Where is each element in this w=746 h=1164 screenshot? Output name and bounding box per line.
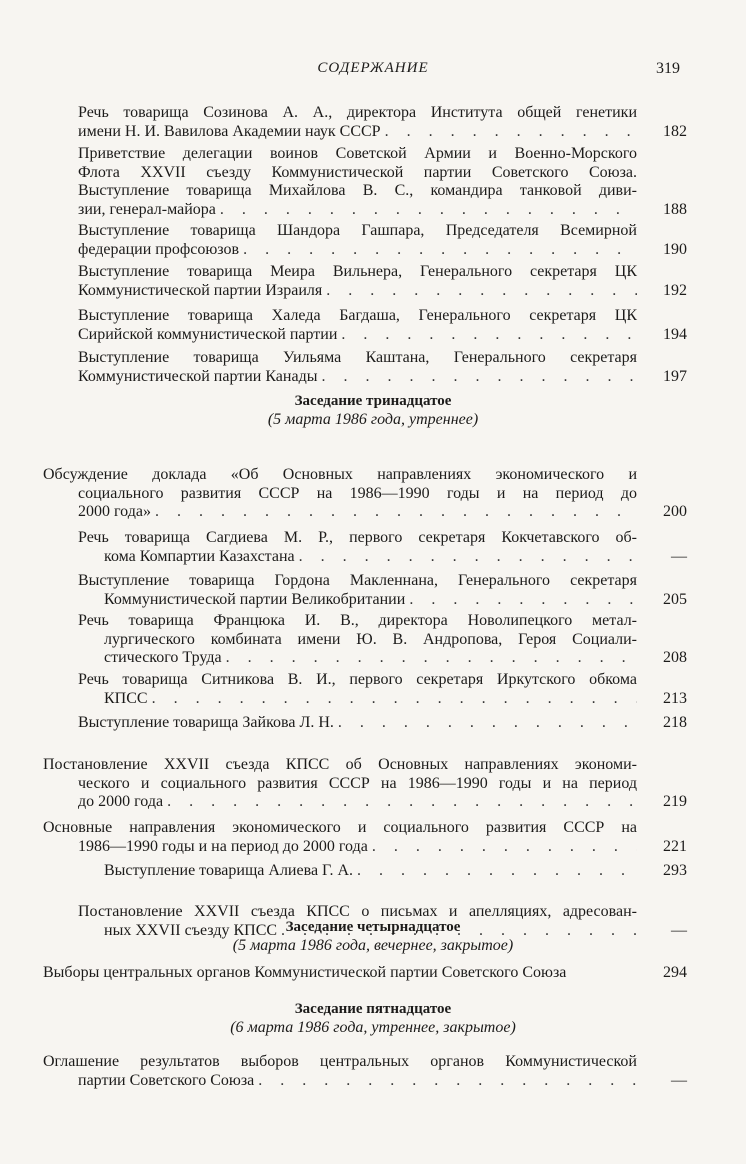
toc-entry-line: партии Советского Союза xyxy=(78,1071,255,1089)
toc-page-number: 194 xyxy=(663,325,687,343)
toc-entry-line: КПСС xyxy=(104,689,148,707)
toc-entry-line: лургического комбината имени Ю. В. Андропова, Героя Социали- xyxy=(104,630,637,648)
toc-entry-line: Коммунистической партии Великобритании xyxy=(104,590,406,608)
toc-entry-last-line xyxy=(104,649,687,668)
dot-leader xyxy=(226,649,637,668)
section-subtitle: (5 марта 1986 года, утреннее) xyxy=(267,410,479,428)
toc-page-number: 197 xyxy=(663,367,687,385)
section-heading-15 xyxy=(0,1000,746,1037)
toc-entry-line: Выступление товарища Меира Вильнера, Генерального секретаря ЦК xyxy=(78,263,637,280)
toc-page-number: 182 xyxy=(663,122,687,140)
toc-entry-line: Коммунистической партии Израиля xyxy=(78,281,323,299)
toc-entry-last-line xyxy=(78,503,687,522)
dot-leader xyxy=(167,793,637,812)
section-heading-13 xyxy=(0,392,746,429)
toc-entry-line: Выступление товарища Гордона Макленнана, Генерального секретаря xyxy=(78,572,637,589)
toc-entry-line: Речь товарища Сагдиева М. Р., первого секретаря Кокчетавского об- xyxy=(78,529,637,546)
toc-entry[interactable] xyxy=(78,671,687,708)
toc-entry[interactable] xyxy=(43,964,687,983)
toc-entry-last-line xyxy=(43,964,687,983)
toc-page-number: 213 xyxy=(663,689,687,707)
toc-entry-line: ческого и социального развития СССР на 1986—1990 годы и на период xyxy=(78,774,637,792)
dot-leader xyxy=(155,503,637,522)
toc-entry[interactable] xyxy=(78,145,687,219)
toc-entry-line: до 2000 года xyxy=(78,793,164,810)
toc-entry-last-line xyxy=(78,714,687,733)
toc-entry-line: Обсуждение доклада «Об Основных направлениях экономического и xyxy=(43,466,637,483)
toc-page-number: 205 xyxy=(663,590,687,608)
toc-entry-line: Выступление товарища Алиева Г. А. xyxy=(104,862,354,879)
toc-entry[interactable] xyxy=(104,862,687,881)
toc-entry-last-line xyxy=(78,1071,687,1091)
toc-entry-last-line xyxy=(78,793,687,812)
toc-entry-last-line xyxy=(104,862,687,881)
toc-entry-line: Сирийской коммунистической партии xyxy=(78,325,338,343)
toc-page-number: 200 xyxy=(663,503,687,520)
toc-page-number: 218 xyxy=(663,714,687,731)
dot-leader xyxy=(152,690,637,709)
page-number: 319 xyxy=(656,60,680,77)
dot-leader xyxy=(321,368,637,387)
toc-entry-line: Постановление XXVII съезда КПСС о письмах и апелляциях, адресован- xyxy=(78,903,637,920)
toc-entry[interactable] xyxy=(78,612,687,668)
toc-entry-line: Речь товарища Францюка И. В., директора Новолипецкого метал- xyxy=(78,612,637,629)
toc-entry-last-line xyxy=(78,325,687,345)
toc-entry-line: кома Компартии Казахстана xyxy=(104,547,295,565)
section-title: Заседание пятнадцатое xyxy=(294,1001,452,1017)
toc-entry-line: Приветствие делегации воинов Советской Армии и Военно-Морского xyxy=(78,145,637,162)
toc-entry-last-line xyxy=(78,367,687,387)
toc-entry[interactable] xyxy=(78,222,687,259)
toc-entry[interactable] xyxy=(78,714,687,733)
toc-entry-last-line xyxy=(78,837,687,857)
section-title: Заседание тринадцатое xyxy=(294,393,452,409)
dot-leader xyxy=(409,591,637,610)
toc-entry[interactable] xyxy=(78,572,687,609)
toc-entry[interactable] xyxy=(43,466,687,522)
dot-leader xyxy=(243,241,637,260)
toc-entry-line: Выступление товарища Халеда Багдаша, Генерального секретаря ЦК xyxy=(78,307,637,324)
toc-entry-line: зии, генерал-майора xyxy=(78,200,216,218)
toc-entry[interactable] xyxy=(43,1053,687,1090)
toc-entry-line: 2000 года» xyxy=(78,503,151,520)
toc-entry-last-line xyxy=(104,689,687,709)
toc-entry-line: Выступление товарища Михайлова В. С., командира танковой диви- xyxy=(78,182,637,199)
dot-leader xyxy=(341,326,637,345)
toc-entry-line: Оглашение результатов выборов центральных органов Коммунистической xyxy=(43,1053,637,1070)
toc-page-number: 190 xyxy=(663,240,687,258)
toc-entry-line: Выступление товарища Зайкова Л. Н. xyxy=(78,714,334,731)
toc-entry-line: Выборы центральных органов Коммунистической партии Советского Союза xyxy=(43,964,567,981)
toc-entry[interactable] xyxy=(78,529,687,566)
dot-leader xyxy=(385,123,637,142)
toc-entry-last-line xyxy=(78,200,687,220)
toc-entry[interactable] xyxy=(78,307,687,344)
toc-entry[interactable] xyxy=(78,349,687,386)
toc-entry-line: социального развития СССР на 1986—1990 годы и на период до xyxy=(78,484,637,502)
toc-page-number: — xyxy=(671,921,687,939)
toc-page-number: 208 xyxy=(663,649,687,666)
toc-entry-line: 1986—1990 годы и на период до 2000 года xyxy=(78,837,368,855)
toc-entry-line: Речь товарища Созинова А. А., директора Института общей генетики xyxy=(78,104,637,121)
toc-page-number: 188 xyxy=(663,200,687,218)
toc-entry[interactable] xyxy=(43,756,687,812)
dot-leader xyxy=(338,714,637,733)
dot-leader xyxy=(357,862,637,881)
toc-entry-line: Выступление товарища Уильяма Каштана, Генерального секретаря xyxy=(78,349,637,366)
section-subtitle: (5 марта 1986 года, вечернее, закрытое) xyxy=(232,936,514,954)
section-subtitle: (6 марта 1986 года, утреннее, закрытое) xyxy=(230,1018,516,1036)
toc-entry-line: Коммунистической партии Канады xyxy=(78,367,318,385)
toc-page-number: — xyxy=(671,547,687,565)
toc-entry[interactable] xyxy=(78,104,687,141)
toc-page-number: 293 xyxy=(663,862,687,879)
toc-page-number: 192 xyxy=(663,281,687,299)
toc-page-number: 221 xyxy=(663,837,687,855)
running-header-title: СОДЕРЖАНИЕ xyxy=(317,60,429,76)
toc-entry[interactable] xyxy=(78,263,687,300)
dot-leader xyxy=(220,201,637,220)
toc-entry-line: Постановление XXVII съезда КПСС об Основных направлениях экономи- xyxy=(43,756,637,773)
toc-page-number: 294 xyxy=(663,964,687,981)
section-title: Заседание четырнадцатое xyxy=(285,919,461,935)
toc-entry-last-line xyxy=(78,240,687,260)
toc-entry-line: имени Н. И. Вавилова Академии наук СССР xyxy=(78,122,381,140)
section-heading-14 xyxy=(0,918,746,955)
dot-leader xyxy=(372,838,637,857)
toc-entry-last-line xyxy=(78,122,687,142)
dot-leader xyxy=(258,1072,637,1091)
toc-entry-line: стического Труда xyxy=(104,649,222,666)
toc-page-number: — xyxy=(671,1071,687,1089)
dot-leader xyxy=(326,282,637,301)
toc-entry-line: ных XXVII съезду КПСС xyxy=(104,921,278,939)
toc-entry-line: Речь товарища Ситникова В. И., первого секретаря Иркутского обкома xyxy=(78,671,637,688)
toc-entry[interactable] xyxy=(43,819,687,856)
dot-leader xyxy=(299,548,637,567)
toc-entry-last-line xyxy=(78,281,687,301)
toc-entry-last-line xyxy=(104,590,687,610)
toc-page-number: 219 xyxy=(663,793,687,810)
toc-entry-line: федерации профсоюзов xyxy=(78,240,240,258)
toc-entry-line: Флота XXVII съезду Коммунистической партии Советского Союза. xyxy=(78,163,637,181)
toc-entry-line: Основные направления экономического и социального развития СССР на xyxy=(43,819,637,836)
toc-entry-line: Выступление товарища Шандора Гашпара, Председателя Всемирной xyxy=(78,222,637,239)
toc-entry-last-line xyxy=(104,547,687,567)
